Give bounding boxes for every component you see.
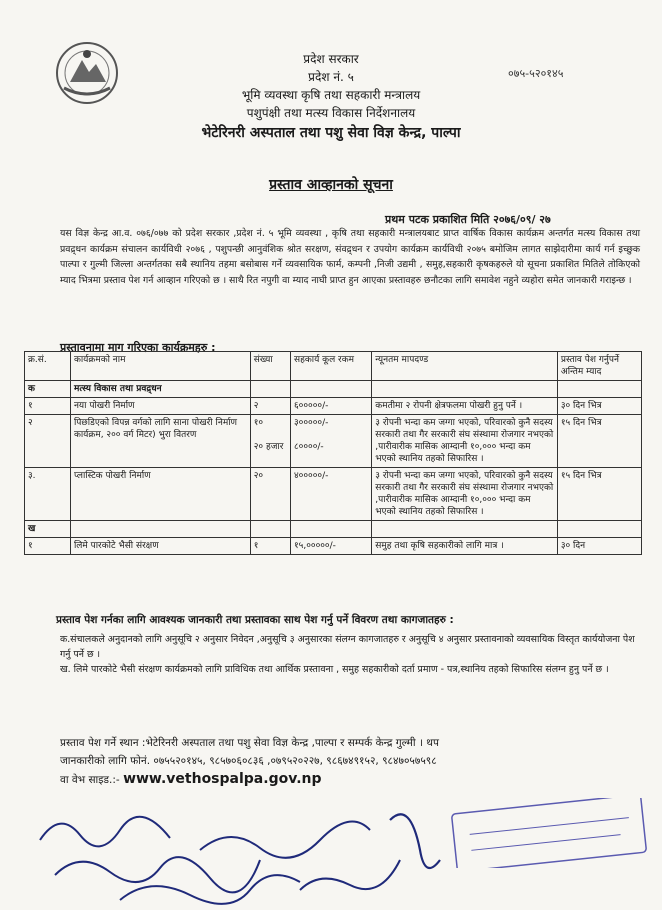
intro-paragraph: यस विज्ञ केन्द्र आ.व. ०७६/०७७ को प्रदेश सरकार ,प्रदेश नं. ५ भूमि व्यवस्था , कृषि तथा सहकारी मन्त्रालयबाट प्राप्त वार्षिक विकास कार्यक्रम अन्तर्गत मत्स्य विकास तथा प्रवद्र्धन कार्यक्रम संचालन कार्यविधी २०७६ , पशुपन्छी आनुवंशिक श्रोत सरक्षण, संवद्र्धन र उपयोग कार्यक्रम कार्यविधी २०७५ बमोजिम लागत साझेदारीमा कार्य गर्न इच्छुक पाल्पा र गुल्मी जिल्ला अन्तर्गतका सबै स्थानिय तहमा बसोबास गर्ने व्यवसायिक फार्म, कम्पनी ,निजी उद्यमी , समुह,सहकारी कृषकहरुले यो सूचना प्रकाशित मितिले तोकिएको म्याद भित्रमा प्रस्ताव पेश गर्न आव्हान गरिएको छ । साथै रित नपुगी वा म्याद नाघी प्राप्त हुन आएका प्रस्तावहरु छनौटका लागि समावेश नहुने व्यहोरा समेत जानकारी गराइन्छ । xyxy=(60,228,640,286)
table-row xyxy=(25,398,642,415)
cell-deadline xyxy=(557,521,641,538)
requirement-item: ख. लिमे पारकोटे भैसी संरक्षण कार्यक्रमको लागि प्राविधिक तथा आर्थिक प्रस्तावना , समुह सहकारीको दर्ता प्रमाण - पत्र,स्थानिय तहको सिफारिस संलग्न हुनु पर्ने छ । xyxy=(60,664,609,675)
cell-deadline: १५ दिन भित्र xyxy=(557,468,641,521)
header-line-2: प्रदेश नं. ५ xyxy=(308,70,354,84)
header-line-4: पशुपंक्षी तथा मत्स्य विकास निर्देशनालय xyxy=(246,106,416,120)
cell-amount xyxy=(290,521,371,538)
col-quantity: संख्या xyxy=(250,352,290,381)
table-row xyxy=(25,468,642,521)
table-group-row xyxy=(25,521,642,538)
notice-title: प्रस्ताव आव्हानको सूचना xyxy=(269,177,393,193)
col-sn: क्र.सं. xyxy=(25,352,71,381)
cell-amount: ६०००००/- xyxy=(290,398,371,415)
cell-program-name: प्लास्टिक पोखरी निर्माण xyxy=(70,468,250,521)
cell-criteria xyxy=(372,521,558,538)
header-line-3: भूमि व्यवस्था कृषि तथा सहकारी मन्त्रालय xyxy=(241,88,421,102)
header-line-1: प्रदेश सरकार xyxy=(303,52,359,66)
cell-criteria: ३ रोपनी भन्दा कम जग्गा भएको, परिवारको कुनै सदस्य सरकारी तथा गैर सरकारी संघ संस्थामा रोजगार नभएको ,पारीवारीक मासिक आम्दानी १०,००० भन्दा कम भएको स्थानिय तहको सिफारिस । xyxy=(372,415,558,468)
cell-program-name: मत्स्य विकास तथा प्रवद्र्धन xyxy=(70,381,250,398)
cell-quantity: १० २० हजार xyxy=(250,415,290,468)
cell-program-name: पिछडिएको विपन्न वर्गको लागि साना पोखरी निर्माण कार्यक्रम, २०० वर्ग मिटर) भुरा वितरण xyxy=(70,415,250,468)
cell-deadline xyxy=(557,381,641,398)
contact-line-2: जानकारीको लागि फोनं. ०७५५२०१४५, ९८५७०६०८३६ ,०७९५२०२२७, ९८६७४९१५२, ९८४७०५७५९८ xyxy=(60,755,437,767)
contact-website-row xyxy=(60,770,640,789)
cell-sn: क xyxy=(25,381,71,398)
cell-program-name xyxy=(70,521,250,538)
programs-table xyxy=(24,351,642,555)
cell-criteria: समुह तथा कृषि सहकारीको लागि मात्र । xyxy=(372,538,558,555)
cell-quantity: २० xyxy=(250,468,290,521)
table-group-row xyxy=(25,381,642,398)
col-criteria: न्यूनतम मापदण्ड xyxy=(372,352,558,381)
table-row xyxy=(25,538,642,555)
table-row xyxy=(25,415,642,468)
cell-program-name: नया पोखरी निर्माण xyxy=(70,398,250,415)
cell-deadline: ३० दिन xyxy=(557,538,641,555)
programs-heading: प्रस्तावनामा माग गरिएका कार्यक्रमहरु : xyxy=(60,341,216,354)
website-link[interactable]: www.vethospalpa.gov.np xyxy=(123,771,322,787)
website-prefix: वा वेभ साइड.:- xyxy=(60,774,120,786)
cell-amount: ३०००००/- ८००००/- xyxy=(290,415,371,468)
cell-quantity: २ xyxy=(250,398,290,415)
cell-amount: १५,०००००/- xyxy=(290,538,371,555)
cell-criteria: ३ रोपनी भन्दा कम जग्गा भएको, परिवारको कुनै सदस्य सरकारी तथा गैर सरकारी संघ संस्थामा रोजगार नभएको ,पारीवारीक मासिक आम्दानी १०,००० भन्दा कम भएको स्थानिय तहको सिफारिस । xyxy=(372,468,558,521)
cell-sn: १ xyxy=(25,538,71,555)
col-program-name: कार्यक्रमको नाम xyxy=(70,352,250,381)
requirements-heading: प्रस्ताव पेश गर्नका लागि आवश्यक जानकारी तथा प्रस्तावका साथ पेश गर्नु पर्ने विवरण तथा कागजातहरु : xyxy=(56,614,454,626)
cell-sn: १ xyxy=(25,398,71,415)
cell-amount xyxy=(290,381,371,398)
office-title: भेटेरिनरी अस्पताल तथा पशु सेवा विज्ञ केन्द्र, पाल्पा xyxy=(201,125,461,141)
cell-deadline: १५ दिन भित्र xyxy=(557,415,641,468)
cell-program-name: लिमे पारकोटे भैसी संरक्षण xyxy=(70,538,250,555)
office-stamp-icon xyxy=(450,798,650,868)
cell-sn: २ xyxy=(25,415,71,468)
cell-amount: ४०००००/- xyxy=(290,468,371,521)
requirements-list xyxy=(60,632,640,677)
table-header-row xyxy=(25,352,642,381)
cell-quantity xyxy=(250,381,290,398)
cell-sn: ३. xyxy=(25,468,71,521)
cell-sn: ख xyxy=(25,521,71,538)
cell-criteria xyxy=(372,381,558,398)
col-amount: सहकार्य कूल रकम xyxy=(290,352,371,381)
cell-quantity xyxy=(250,521,290,538)
cell-deadline: ३० दिन भित्र xyxy=(557,398,641,415)
contact-line-1: प्रस्ताव पेश गर्ने स्थान :भेटेरिनरी अस्पताल तथा पशु सेवा विज्ञ केन्द्र ,पाल्पा र सम्पर्क केन्द्र गुल्मी । थप xyxy=(60,737,439,749)
col-deadline: प्रस्ताव पेश गर्नुपर्ने अन्तिम म्याद xyxy=(557,352,641,381)
contact-block xyxy=(60,734,640,789)
cell-criteria: कमतीमा २ रोपनी क्षेत्रफलमा पोखरी हुनु पर्ने । xyxy=(372,398,558,415)
requirement-item: क.संचालकले अनुदानको लागि अनुसूचि २ अनुसार निवेदन ,अनुसूचि ३ अनुसारका संलग्न कागजातहरु र अनुसूचि ४ अनुसार प्रस्तावनाको व्यवसायिक विस्तृत कार्ययोजना पेश गर्नु पर्ने छ । xyxy=(60,634,635,660)
publication-date: प्रथम पटक प्रकाशित मिति २०७६/०९/ २७ xyxy=(385,213,551,226)
header-phone: ०७५-५२०१४५ xyxy=(508,67,564,80)
cell-quantity: १ xyxy=(250,538,290,555)
